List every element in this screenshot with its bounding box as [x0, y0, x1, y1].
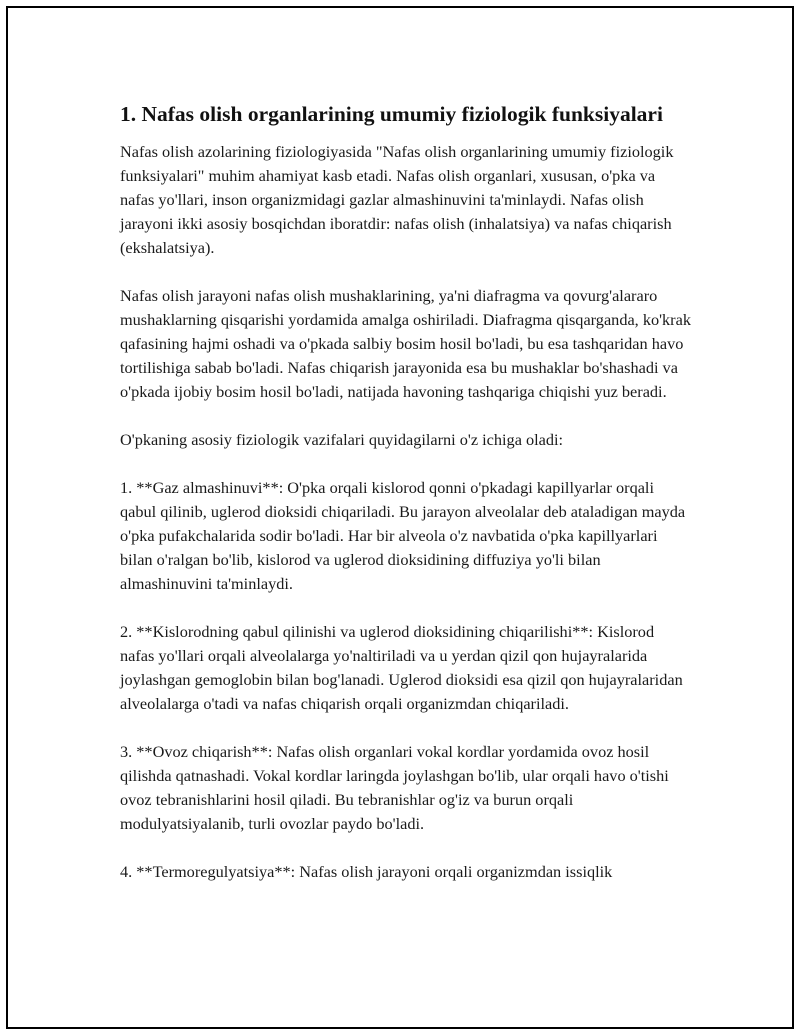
document-title: 1. Nafas olish organlarining umumiy fiziologik funksiyalari	[120, 102, 663, 126]
list-item-voice: 3. **Ovoz chiqarish**: Nafas olish organlari vokal kordlar yordamida ovoz hosil qilishda qatnashadi. Vokal kordlar laringda joylashgan bo'lib, ular orqali havo o'tishi ovoz tebranishlarini hosil qiladi. Bu tebranishlar og'iz va burun orqali modulyatsiyalanib, turli ovozlar paydo bo'ladi.	[120, 742, 669, 833]
paragraph-breathing-process: Nafas olish jarayoni nafas olish mushaklarining, ya'ni diafragma va qovurg'alararo mushaklarning qisqarishi yordamida amalga oshiriladi. Diafragma qisqarganda, ko'krak qafasining hajmi oshadi va o'pkada salbiy bosim hosil bo'ladi, bu esa tashqaridan havo tortilishiga sabab bo'ladi. Nafas chiqarish jarayonida esa bu mushaklar bo'shashadi va o'pkada ijobiy bosim hosil bo'ladi, natijada havoning tashqariga chiqishi yuz beradi.	[120, 286, 691, 401]
list-item-gas-exchange: 1. **Gaz almashinuvi**: O'pka orqali kislorod qonni o'pkadagi kapillyarlar orqali qabul qilinib, uglerod dioksidi chiqariladi. Bu jarayon alveolalar deb ataladigan mayda o'pka pufakchalarida sodir bo'ladi. Har bir alveola o'z navbatida o'pka kapillyarlari bilan o'ralgan bo'lib, kislorod va uglerod dioksidining diffuziya yo'li bilan almashinuvini ta'minlaydi.	[120, 478, 686, 593]
document-body	[120, 100, 692, 908]
list-item-oxygen-co2: 2. **Kislorodning qabul qilinishi va uglerod dioksidining chiqarilishi**: Kislorod nafas yo'llari orqali alveolalarga yo'naltiriladi va u yerdan qizil qon hujayralarida joylashgan gemoglobin bilan bog'lanadi. Uglerod dioksidi esa qizil qon hujayralaridan alveolalarga o'tadi va nafas chiqarish orqali organizmdan chiqariladi.	[120, 622, 683, 713]
list-item-thermoregulation: 4. **Termoregulyatsiya**: Nafas olish jarayoni orqali organizmdan issiqlik	[120, 862, 613, 881]
page-frame	[6, 6, 794, 1029]
paragraph-intro: Nafas olish azolarining fiziologiyasida "Nafas olish organlarining umumiy fiziologik funksiyalari" muhim ahamiyat kasb etadi. Nafas olish organlari, xususan, o'pka va nafas yo'llari, inson organizmidagi gazlar almashinuvini ta'minlaydi. Nafas olish jarayoni ikki asosiy bosqichdan iboratdir: nafas olish (inhalatsiya) va nafas chiqarish (ekshalatsiya).	[120, 142, 674, 257]
paragraph-lung-functions-intro: O'pkaning asosiy fiziologik vazifalari quyidagilarni o'z ichiga oladi:	[120, 430, 564, 449]
